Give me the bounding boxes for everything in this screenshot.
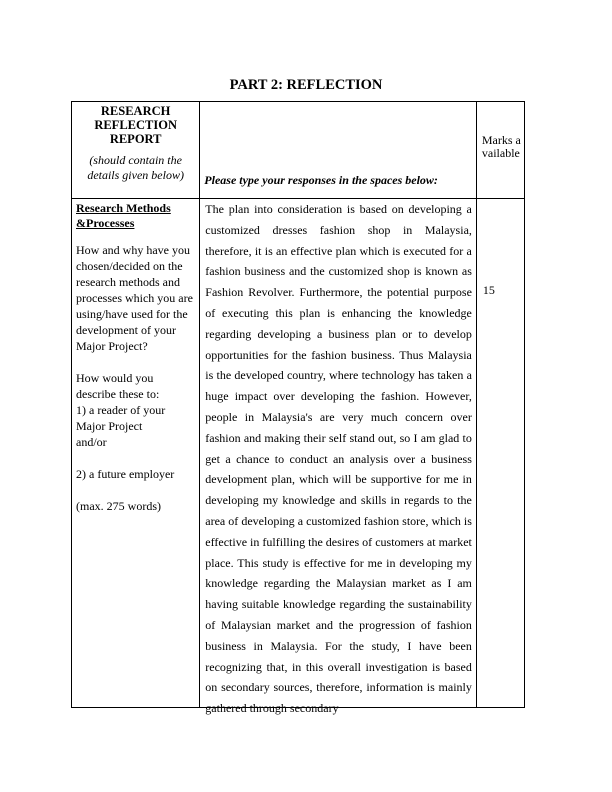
and-or-text: and/or (76, 435, 107, 449)
question-2: How would you describe these to: (76, 371, 160, 401)
section-heading: Research Methods &Processes (76, 201, 171, 230)
word-limit: (max. 275 words) (76, 499, 161, 513)
report-header-cell (72, 102, 200, 199)
list-item: 1) a reader of your Major Project (76, 403, 166, 433)
table-header-row (72, 102, 525, 199)
question-1: How and why have you chosen/decided on the research methods and processes which you are using/have used for the development of your Major Project? (76, 243, 193, 353)
question-cell (72, 199, 200, 708)
response-cell[interactable] (200, 199, 477, 716)
page-title: PART 2: REFLECTION (229, 77, 383, 93)
response-text[interactable]: The plan into consideration is based on developing a customized dresses fashion shop in Malaysia, therefore, it is an effective plan which is executed for a fashion business and the customized shop is known as Fashion Revolver. Furthermore, the potential purpose of executing this plan is enhancing the knowledge regarding developing a business plan or to develop opportunities for the fashion business. Thus Malaysia is the developed country, where technology has taken a huge impact over developing the fashion. However, people in Malaysia's are very much concern over fashion and making their self stand out, so I am glad to get a chance to conduct an analysis over a business development plan, which will be supportive for me in developing my knowledge and skills in regards to the area of developing a customized fashion store, which is effective in fulfilling the desires of customers at market place. This study is effective for me in developing my knowledge regarding the Malaysian market as I am having suitable knowledge regarding the sustainability of Malaysian market and the progression of fashion business in Malaysia. For the study, I have been recognizing that, in this overall investigation is based on secondary sources, therefore, information is mainly gathered through secondary (205, 202, 472, 716)
marks-available-label: Marks available (476, 102, 524, 199)
marks-cell (476, 199, 524, 708)
marks-value: 15 (482, 283, 495, 297)
report-subtitle: (should contain the details given below) (87, 153, 184, 182)
table-row (72, 199, 525, 708)
reflection-table (71, 101, 525, 716)
instruction-text: Please type your responses in the spaces below: (204, 173, 438, 187)
report-title: RESEARCH REFLECTION REPORT (94, 104, 177, 146)
instruction-cell (200, 102, 477, 199)
list-item: 2) a future employer (76, 467, 175, 481)
